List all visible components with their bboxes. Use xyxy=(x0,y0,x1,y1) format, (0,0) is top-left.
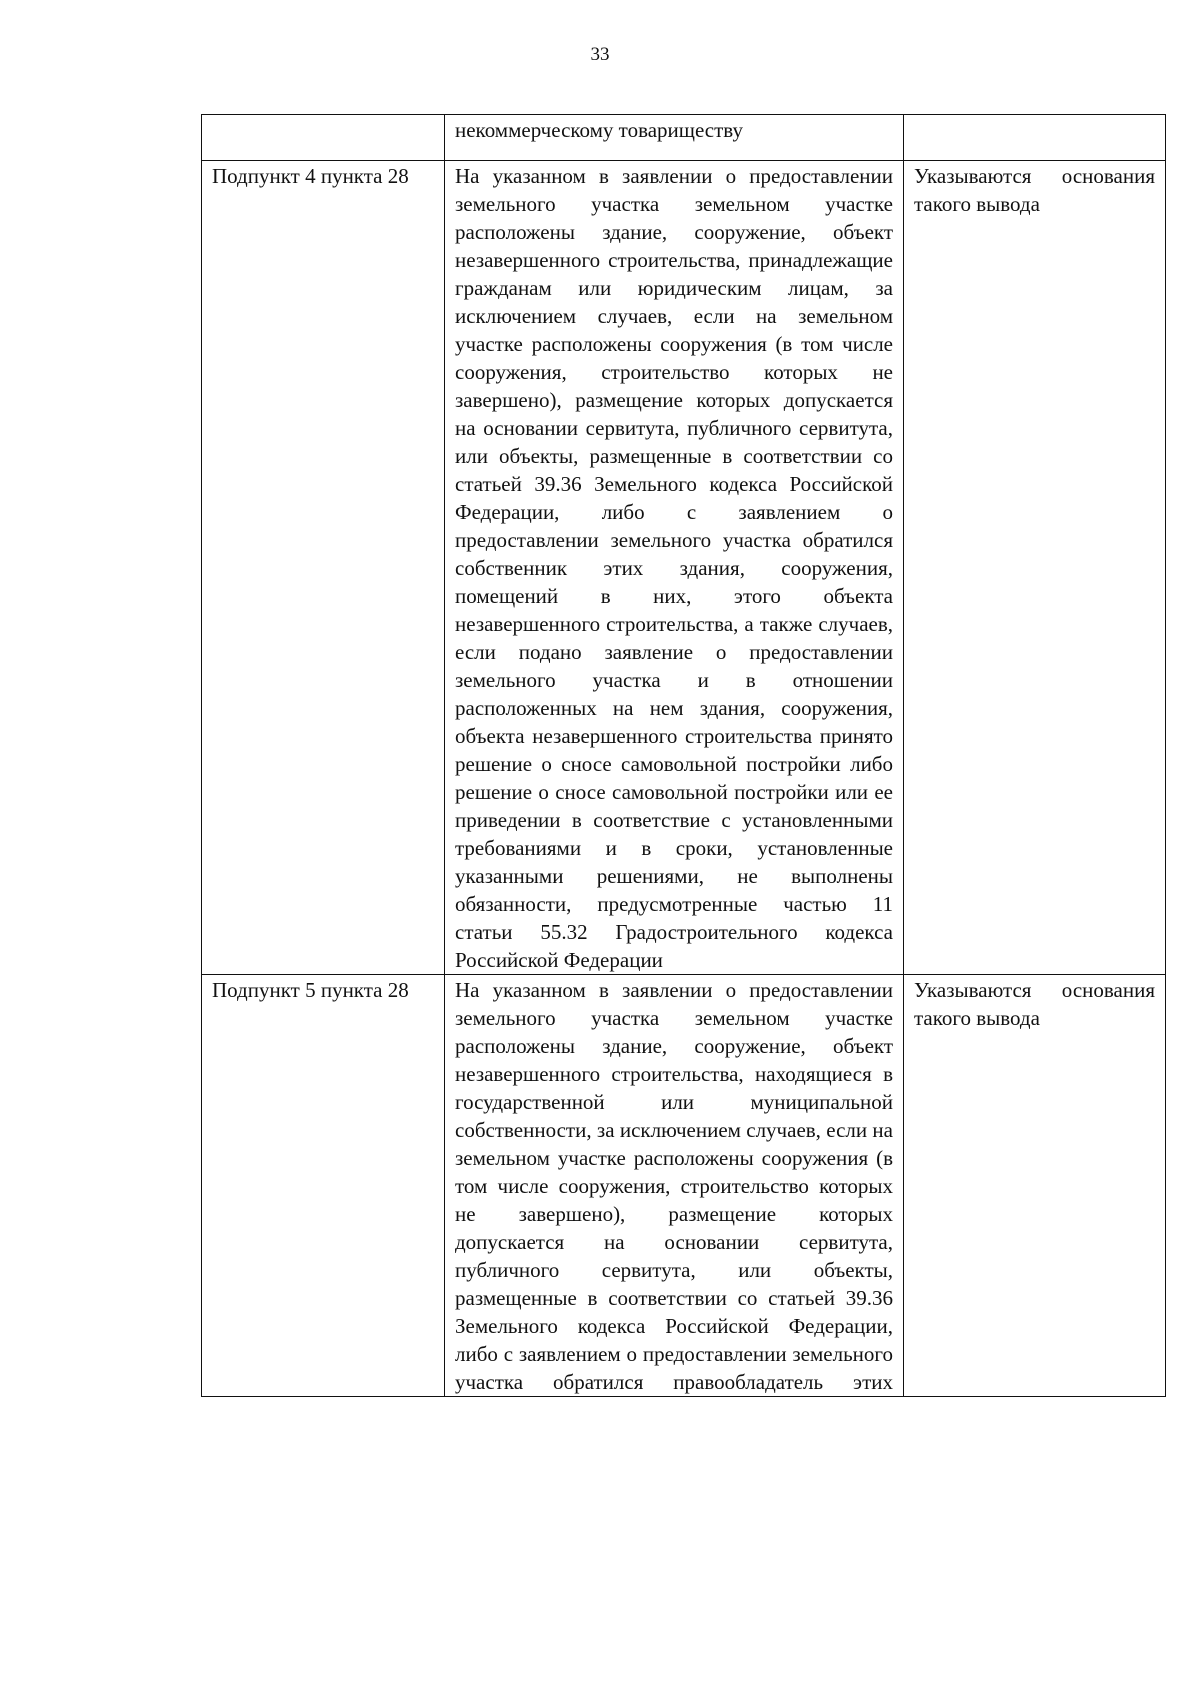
basis-cell: Подпункт 4 пункта 28 xyxy=(202,161,445,975)
note-cell: Указываются основания такого вывода xyxy=(904,161,1166,975)
table-row xyxy=(202,161,1166,975)
table-row xyxy=(202,975,1166,1397)
page-number: 33 xyxy=(590,44,610,65)
grounds-table xyxy=(201,114,1166,1397)
note-cell: Указываются основания такого вывода xyxy=(904,975,1166,1397)
description-cell: На указанном в заявлении о предоставлении земельного участка земельном участке расположены здание, сооружение, объект незавершенного строительства, принадлежащие гражданам или юридическим лицам, за исключением случаев, если на земельном участке расположены сооружения (в том числе сооружения, строительство которых не завершено), размещение которых допускается на основании сервитута, публичного сервитута, или объекты, размещенные в соответствии со статьей 39.36 Земельного кодекса Российской Федерации, либо с заявлением о предоставлении земельного участка обратился собственник этих здания, сооружения, помещений в них, этого объекта незавершенного строительства, а также случаев, если подано заявление о предоставлении земельного участка и в отношении расположенных на нем здания, сооружения, объекта незавершенного строительства принято решение о сносе самовольной постройки либо решение о сносе самовольной постройки или ее приведении в соответствие с установленными требованиями и в сроки, установленные указанными решениями, не выполнены обязанности, предусмотренные частью 11 статьи 55.32 Градостроительного кодекса Российской Федерации xyxy=(445,161,904,975)
table-row xyxy=(202,115,1166,161)
note-cell xyxy=(904,115,1166,161)
description-cell: На указанном в заявлении о предоставлении земельного участка земельном участке расположены здание, сооружение, объект незавершенного строительства, находящиеся в государственной или муниципальной собственности, за исключением случаев, если на земельном участке расположены сооружения (в том числе сооружения, строительство которых не завершено), размещение которых допускается на основании сервитута, публичного сервитута, или объекты, размещенные в соответствии со статьей 39.36 Земельного кодекса Российской Федерации, либо с заявлением о предоставлении земельного участка обратился правообладатель этих xyxy=(445,975,904,1397)
basis-cell: Подпункт 5 пункта 28 xyxy=(202,975,445,1397)
basis-cell xyxy=(202,115,445,161)
description-cell: некоммерческому товариществу xyxy=(445,115,904,161)
